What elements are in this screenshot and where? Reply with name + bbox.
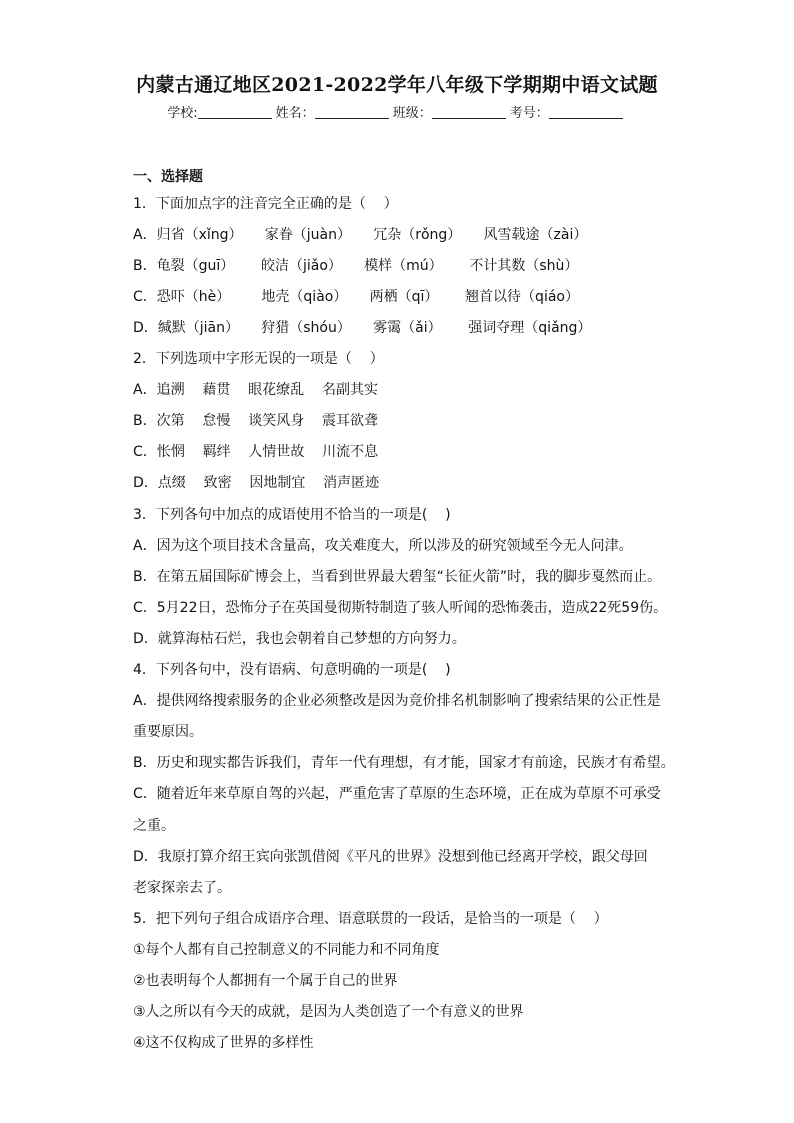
option-continuation: 之重。: [133, 818, 175, 834]
sentence-item: ①每个人都有自己控制意义的不同能力和不同角度: [133, 942, 440, 958]
option-line: C．5月22日，恐怖分子在英国曼彻斯特制造了骇人听闻的恐怖袭击，造成22死59伤。: [133, 600, 668, 616]
option-line: C．随着近年来草原自驾的兴起，严重危害了草原的生态环境，正在成为草原不可承受: [133, 786, 661, 802]
name-label: 姓名：: [275, 106, 315, 121]
class-label: 班级：: [392, 106, 432, 121]
option-line: D．就算海枯石烂，我也会朝着自己梦想的方向努力。: [133, 631, 466, 647]
option-continuation: 老家探亲去了。: [133, 880, 231, 896]
option-line: B．在第五届国际矿博会上，当看到世界最大碧玺“长征火箭”时，我的脚步戛然而止。: [133, 569, 662, 585]
sentence-item: ④这不仅构成了世界的多样性: [133, 1035, 314, 1051]
option-line: B．次第 怠慢 谈笑风身 震耳欲聋: [133, 413, 379, 429]
school-label: 学校:: [167, 106, 198, 121]
question-line: 4．下列各句中，没有语病、句意明确的一项是( ): [133, 662, 451, 678]
option-line: A．因为这个项目技术含量高，攻关难度大，所以涉及的研究领域至今无人问津。: [133, 538, 633, 554]
sentence-item: ③人之所以有今天的成就，是因为人类创造了一个有意义的世界: [133, 1004, 524, 1020]
option-line: C．怅惘 羁绊 人情世故 川流不息: [133, 444, 379, 460]
option-line: A．归省（xǐng） 家眷（juàn） 冗杂（rǒng） 风雪载途（zài）: [133, 227, 588, 243]
option-line: A．追溯 藉贯 眼花缭乱 名副其实: [133, 382, 378, 398]
section-heading: 一、选择题: [133, 169, 203, 185]
question-line: 2．下列选项中字形无误的一项是（ ）: [133, 351, 384, 367]
class-blank: [432, 105, 506, 119]
student-info-line: [0, 102, 794, 121]
option-line: B．历史和现实都告诉我们，青年一代有理想，有才能，国家才有前途，民族才有希望。: [133, 755, 675, 771]
option-line: C．恐吓（hè） 地壳（qiào） 两栖（qī） 翘首以待（qiáo）: [133, 289, 579, 305]
option-line: D．缄默（jiān） 狩猎（shóu） 雾霭（ǎi） 强词夺理（qiǎng）: [133, 320, 592, 336]
exam-no-blank: [549, 105, 623, 119]
exam-title: 内蒙古通辽地区2021-2022学年八年级下学期期中语文试题: [136, 74, 658, 96]
question-line: 1．下面加点字的注音完全正确的是（ ）: [133, 196, 398, 212]
option-line: B．龟裂（guī） 皎洁（jiǎo） 模样（mú） 不计其数（shù）: [133, 258, 579, 274]
option-line: A．提供网络搜索服务的企业必须整改是因为竞价排名机制影响了搜索结果的公正性是: [133, 693, 661, 709]
exam-no-label: 考号：: [509, 106, 549, 121]
school-blank: [198, 105, 272, 119]
sentence-item: ②也表明每个人都拥有一个属于自己的世界: [133, 973, 398, 989]
question-line: 5．把下列句子组合成语序合理、语意联贯的一段话，是恰当的一项是（ ）: [133, 911, 608, 927]
option-continuation: 重要原因。: [133, 724, 203, 740]
name-blank: [315, 105, 389, 119]
option-line: D．我原打算介绍王宾向张凯借阅《平凡的世界》没想到他已经离开学校，跟父母回: [133, 849, 648, 865]
question-line: 3．下列各句中加点的成语使用不恰当的一项是( ): [133, 507, 451, 523]
option-line: D．点缀 致密 因地制宜 消声匿迹: [133, 475, 380, 491]
